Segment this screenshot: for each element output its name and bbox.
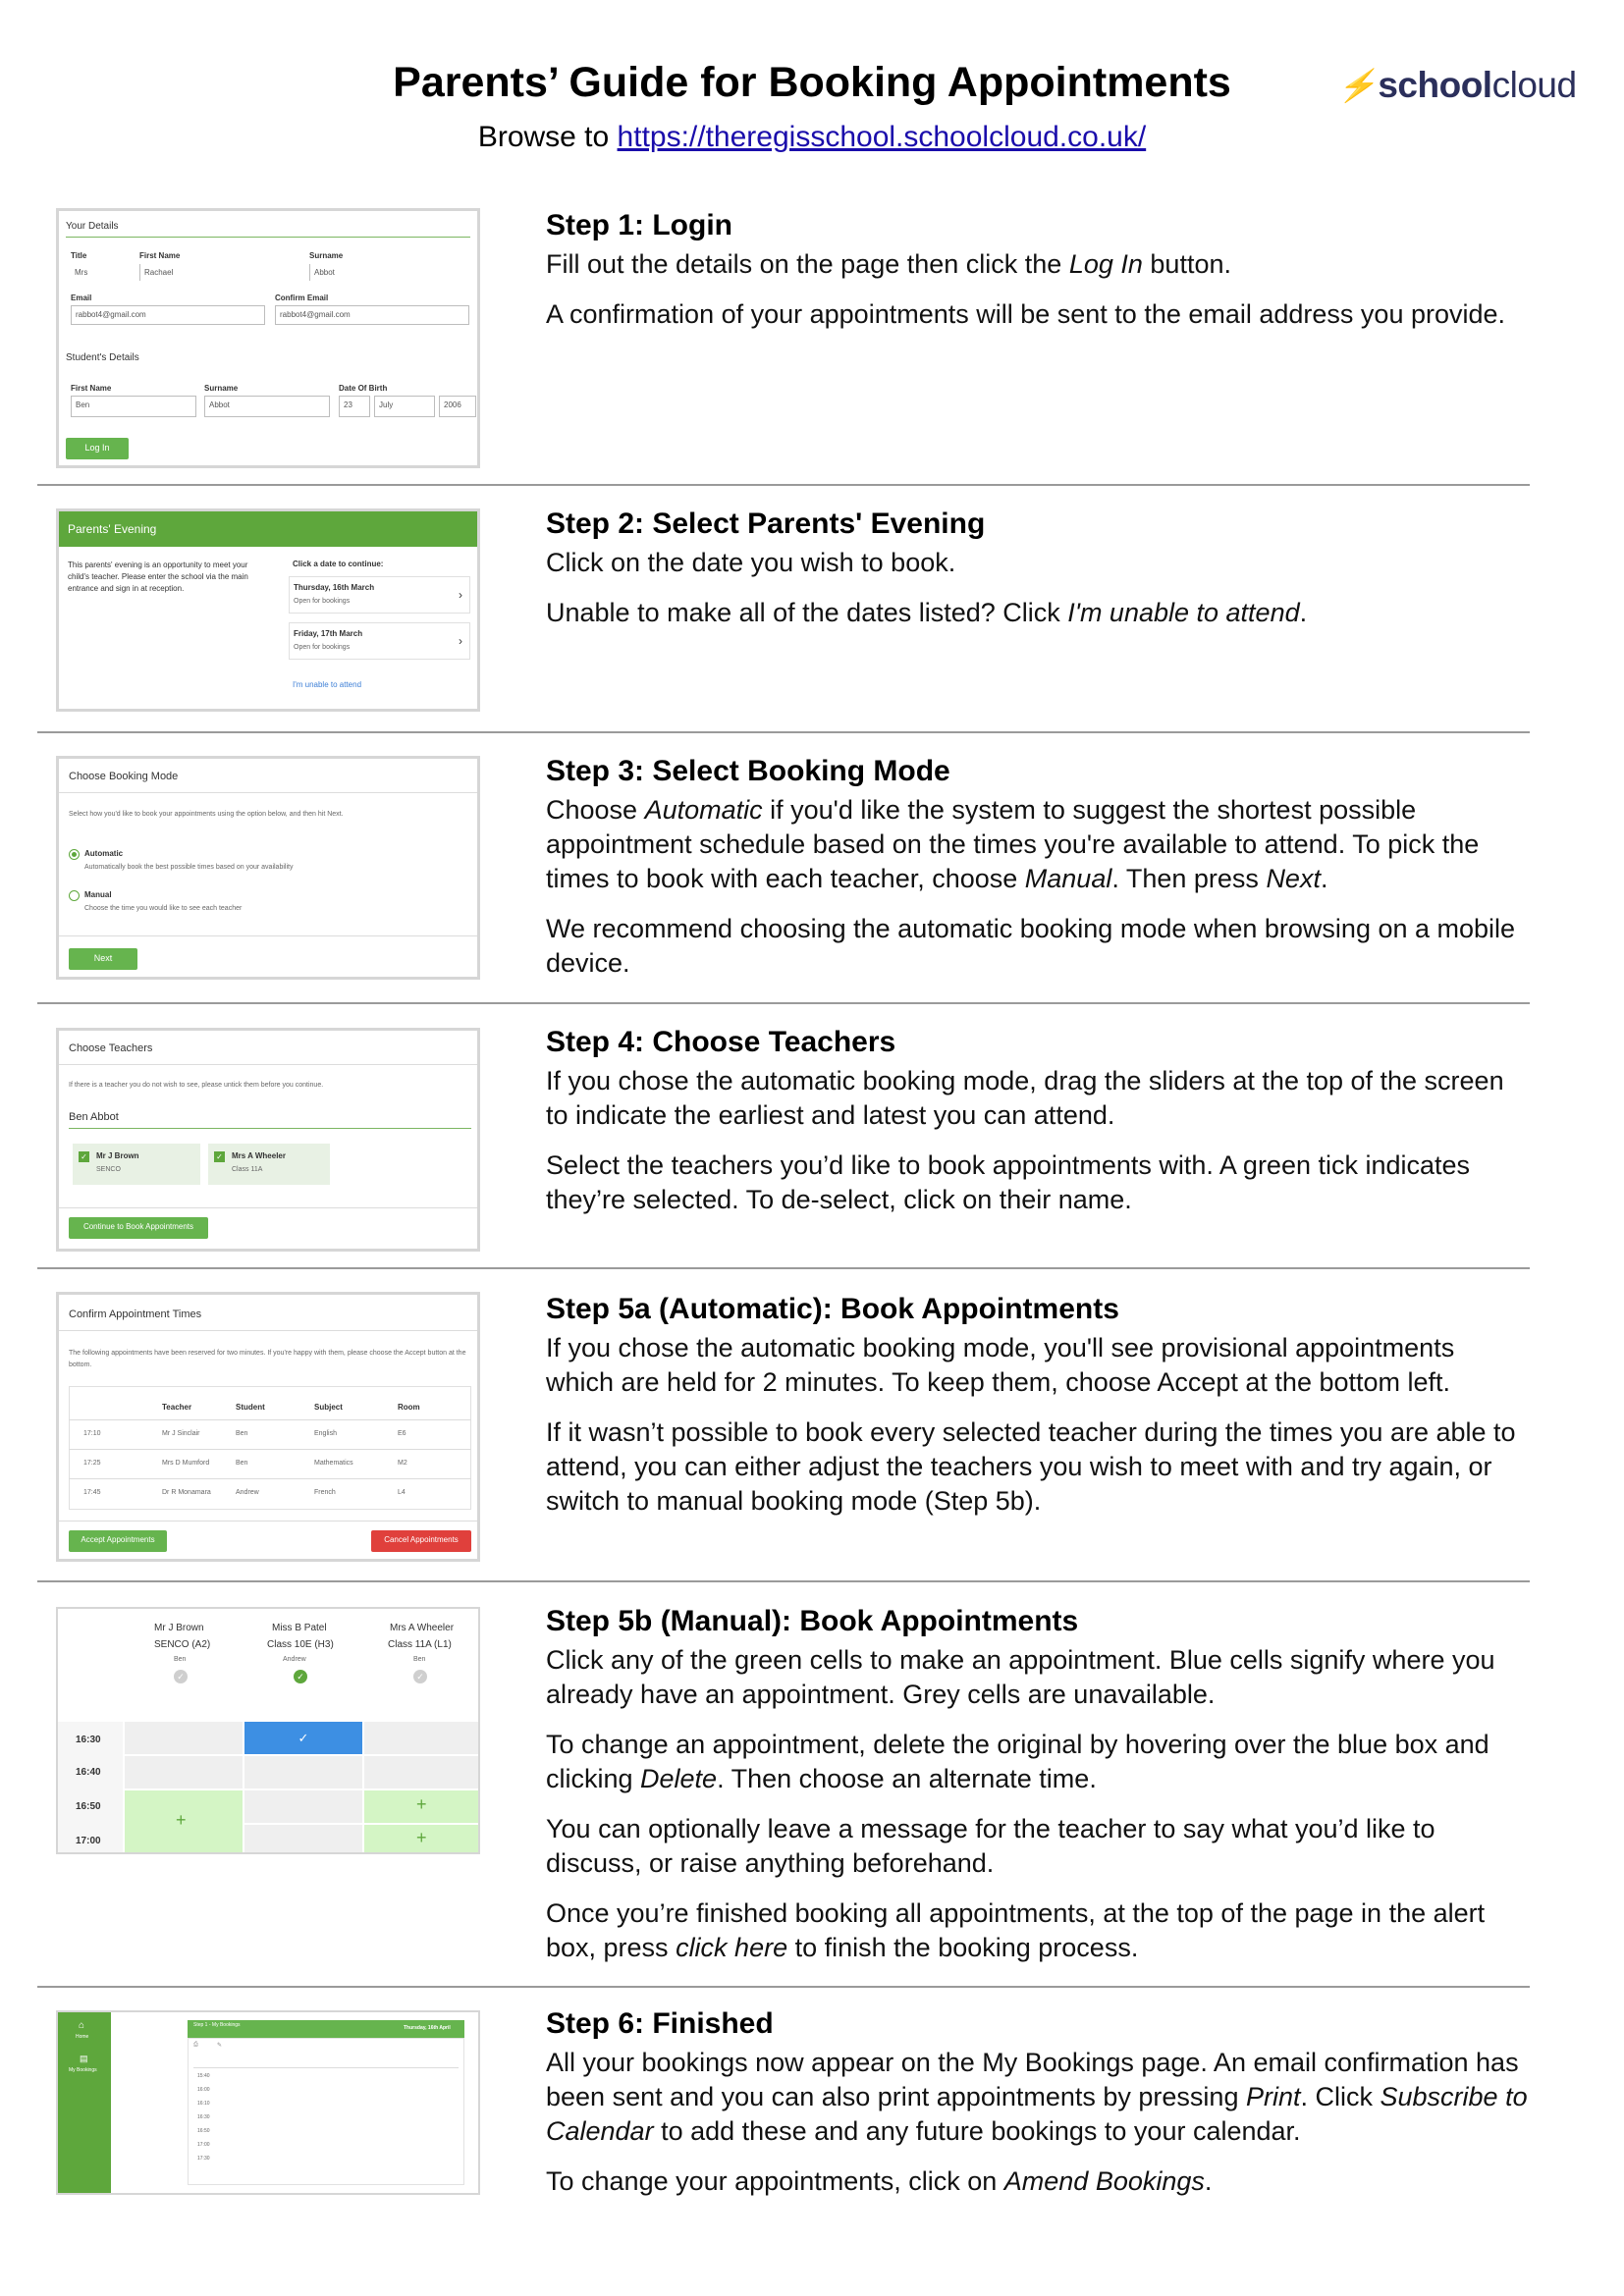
confirm-email-field[interactable]: rabbot4@gmail.com (275, 305, 469, 325)
col-subject: Subject (314, 1403, 343, 1412)
automatic-desc: Automatically book the best possible times based on your availability (84, 864, 294, 871)
step4-p1: If you chose the automatic booking mode, drag the sliders at the top of the screen to indicate the earliest and latest you can attend. (546, 1066, 1504, 1130)
check-circle-icon: ✓ (174, 1670, 188, 1683)
unavailable-cell (125, 1756, 243, 1789)
step2-title: Step 2: Select Parents' Evening (546, 507, 986, 540)
step3-text (546, 752, 1528, 996)
logo-cloud-text: cloud (1491, 65, 1577, 105)
step2-p1: Click on the date you wish to book. (546, 548, 956, 577)
teacher-class: Class 10E (H3) (267, 1639, 334, 1650)
teacher-name: Mr J Brown (154, 1623, 204, 1633)
student-surname-label: Surname (204, 384, 239, 393)
email-label: Email (71, 294, 92, 302)
choose-teachers-instruction: If there is a teacher you do not wish to see, please untick them before you continue. (69, 1082, 324, 1089)
browse-prefix: Browse to (477, 121, 618, 153)
student-surname-field[interactable]: Abbot (204, 396, 330, 417)
section-divider (37, 1580, 1530, 1582)
title-label: Title (71, 251, 87, 260)
dob-year-select[interactable]: 2006 (439, 396, 476, 417)
nav-home[interactable]: Home (76, 2034, 89, 2040)
section-divider (37, 1002, 1530, 1004)
student-name: Andrew (283, 1656, 306, 1663)
schoolcloud-logo (1337, 65, 1577, 106)
plus-icon: + (416, 1794, 427, 1814)
step6-p2 (546, 2164, 1528, 2199)
text: Fill out the details on the page then click the (546, 249, 1069, 279)
browse-line (0, 121, 1624, 154)
banner-title: Step 1 - My Bookings (193, 2022, 241, 2028)
logo-school-text: school (1378, 65, 1492, 105)
step6-title: Step 6: Finished (546, 2007, 774, 2040)
check-circle-icon: ✓ (294, 1670, 307, 1683)
emphasis: click here (676, 1933, 788, 1962)
step6-p1 (546, 2046, 1528, 2149)
booking-time: 17:00 (197, 2142, 210, 2148)
booking-time: 16:00 (197, 2087, 210, 2093)
text: Choose (546, 795, 645, 825)
emphasis: Automatic (644, 795, 763, 825)
text: . Then choose an alternate time. (717, 1764, 1097, 1793)
step2-screenshot (56, 508, 480, 712)
student-name: Ben (174, 1656, 187, 1663)
booking-time: 17:30 (197, 2156, 210, 2162)
step1-screenshot (56, 208, 480, 468)
text: to finish the booking process. (787, 1933, 1139, 1962)
table-cell: M2 (398, 1460, 407, 1467)
table-cell: L4 (398, 1489, 406, 1496)
emphasis: I'm unable to attend (1067, 598, 1300, 627)
section-divider (37, 731, 1530, 733)
bookings-panel (188, 2038, 464, 2185)
emphasis: Manual (1024, 864, 1112, 893)
table-cell: Mrs D Mumford (162, 1460, 210, 1467)
teacher-class: SENCO (A2) (154, 1639, 211, 1650)
dob-month-select[interactable]: July (374, 396, 435, 417)
unable-to-attend-link[interactable]: I'm unable to attend (293, 680, 362, 689)
time-label: 17:00 (76, 1836, 101, 1846)
print-icon[interactable]: ⎙ (193, 2042, 198, 2048)
emphasis: Log In (1068, 249, 1143, 279)
date-option-friday[interactable] (289, 622, 470, 660)
radio-selected-dot (72, 852, 77, 857)
step5b-text (546, 1602, 1528, 1981)
table-cell: 17:25 (83, 1460, 101, 1467)
step5a-p1: If you chose the automatic booking mode, you'll see provisional appointments which are held for 2 minutes. To keep them, choose Accept at the bottom left. (546, 1333, 1455, 1397)
table-cell: Mr J Sinclair (162, 1430, 200, 1437)
step3-title: Step 3: Select Booking Mode (546, 755, 950, 787)
table-cell: French (314, 1489, 336, 1496)
step6-screenshot (56, 2010, 480, 2195)
step3-screenshot (56, 756, 480, 980)
divider (69, 1128, 471, 1129)
date-status: Open for bookings (294, 644, 351, 651)
step5b-screenshot (56, 1607, 480, 1854)
step4-text (546, 1023, 1528, 1233)
first-name-label: First Name (139, 251, 181, 260)
teacher-name: Mrs A Wheeler (232, 1151, 286, 1160)
automatic-radio[interactable] (69, 849, 80, 860)
chevron-right-icon: › (459, 588, 462, 602)
teacher-class: Class 11A (L1) (388, 1639, 452, 1650)
parents-evening-title: Parents' Evening (68, 522, 157, 536)
manual-label: Manual (84, 890, 112, 899)
divider (69, 1478, 471, 1479)
unavailable-cell (125, 1722, 243, 1754)
table-cell: Andrew (236, 1489, 259, 1496)
text: . Click (1300, 2082, 1380, 2111)
text: to add these and any future bookings to your calendar. (653, 2116, 1301, 2146)
table-cell: Dr R Monamara (162, 1489, 211, 1496)
students-details-heading: Student's Details (66, 352, 139, 363)
step2-text (546, 505, 1528, 646)
surname-label: Surname (309, 251, 344, 260)
document-icon: ▤ (80, 2054, 88, 2063)
text: Once you’re finished booking all appointments, at the top of the page in the alert box, press (546, 1898, 1486, 1962)
step4-p2: Select the teachers you’d like to book appointments with. A green tick indicates they’re selected. To de-select, click on their name. (546, 1150, 1471, 1214)
divider (59, 1521, 480, 1522)
text: . (1299, 598, 1308, 627)
unavailable-cell (364, 1722, 480, 1754)
col-room: Room (398, 1403, 420, 1412)
time-label: 16:50 (76, 1801, 101, 1812)
step6-text (546, 2004, 1528, 2215)
text: . Then press (1111, 864, 1267, 893)
step2-p2 (546, 596, 1528, 630)
step4-screenshot (56, 1028, 480, 1252)
click-date-label: Click a date to continue: (293, 560, 384, 568)
available-cell[interactable] (125, 1790, 243, 1854)
emphasis: Delete (640, 1764, 718, 1793)
checkbox-checked-icon: ✓ (214, 1151, 225, 1162)
booking-mode-heading: Choose Booking Mode (69, 771, 179, 782)
section-divider (37, 1267, 1530, 1269)
step5b-p3: You can optionally leave a message for the teacher to say what you’d like to discuss, or raise anything beforehand. (546, 1814, 1435, 1878)
teacher-role: SENCO (96, 1166, 121, 1173)
table-cell: English (314, 1430, 337, 1437)
check-icon: ✓ (298, 1731, 309, 1745)
unavailable-cell (244, 1756, 362, 1789)
teacher-name: Mrs A Wheeler (390, 1623, 455, 1633)
text: . (1320, 864, 1328, 893)
booking-time: 15:40 (197, 2073, 210, 2079)
emphasis: Print (1245, 2082, 1301, 2111)
text: . (1204, 2166, 1213, 2196)
step1-p1 (546, 247, 1528, 282)
your-details-heading: Your Details (66, 221, 119, 232)
time-label: 16:30 (76, 1735, 101, 1745)
page-title: Parents’ Guide for Booking Appointments (393, 59, 1231, 106)
unavailable-cell (364, 1756, 480, 1789)
step1-p2: A confirmation of your appointments will be sent to the email address you provide. (546, 299, 1506, 329)
home-icon: ⌂ (79, 2020, 85, 2031)
date-status: Open for bookings (294, 598, 351, 605)
title-select[interactable]: Mrs (71, 264, 132, 281)
divider (59, 935, 480, 936)
continue-button[interactable]: Continue to Book Appointments (69, 1217, 208, 1239)
evening-description: This parents' evening is an opportunity to meet your child's teacher. Please enter the school via the main entrance and sign in at reception. (68, 561, 248, 593)
step5a-p2: If it wasn’t possible to book every selected teacher during the times you are able to attend, you can either adjust the teachers you wish to meet with and try again, or switch to manual booking mode (Step 5b). (546, 1417, 1516, 1516)
checkbox-checked-icon: ✓ (79, 1151, 89, 1162)
step5b-p2 (546, 1728, 1528, 1796)
step1-title: Step 1: Login (546, 209, 732, 241)
plus-icon: + (176, 1810, 187, 1830)
nav-my-bookings[interactable]: My Bookings (69, 2067, 97, 2073)
login-button[interactable]: Log In (66, 438, 129, 459)
time-label: 16:40 (76, 1767, 101, 1778)
text: To change your appointments, click on (546, 2166, 1004, 2196)
table-cell: E6 (398, 1430, 406, 1437)
dob-day-select[interactable]: 23 (339, 396, 370, 417)
date-label: Thursday, 16th March (294, 583, 375, 592)
divider (69, 1419, 471, 1420)
check-circle-icon: ✓ (413, 1670, 427, 1683)
text: Unable to make all of the dates listed? Click (546, 598, 1068, 627)
student-first-name-field[interactable]: Ben (71, 396, 196, 417)
edit-icon[interactable]: ✎ (217, 2043, 223, 2049)
unavailable-cell (244, 1825, 362, 1854)
teacher-role: Class 11A (232, 1166, 263, 1173)
next-button[interactable]: Next (69, 948, 137, 970)
chevron-right-icon: › (459, 634, 462, 648)
divider (59, 792, 480, 793)
manual-radio[interactable] (69, 890, 80, 901)
section-divider (37, 484, 1530, 486)
step5b-p1: Click any of the green cells to make an appointment. Blue cells signify where you already have an appointment. Grey cells are unavailable. (546, 1645, 1495, 1709)
col-student: Student (236, 1403, 265, 1412)
automatic-label: Automatic (84, 849, 124, 858)
student-name: Ben (413, 1656, 426, 1663)
available-cell[interactable] (364, 1790, 480, 1823)
booked-cell[interactable] (244, 1722, 362, 1754)
teacher-name: Mr J Brown (96, 1151, 139, 1160)
school-url-link[interactable]: https://theregisschool.schoolcloud.co.uk/ (617, 121, 1147, 153)
text: button. (1142, 249, 1231, 279)
plus-icon: + (416, 1828, 427, 1847)
step5a-text (546, 1290, 1528, 1534)
divider (69, 1449, 471, 1450)
student-name: Ben Abbot (69, 1111, 119, 1123)
confirm-times-instruction: The following appointments have been reserved for two minutes. If you're happy with them, please choose the Accept button at the bottom. (69, 1350, 466, 1368)
table-cell: Ben (236, 1460, 248, 1467)
confirm-times-heading: Confirm Appointment Times (69, 1308, 202, 1320)
divider (66, 237, 470, 238)
step3-p2: We recommend choosing the automatic booking mode when browsing on a mobile device. (546, 914, 1516, 978)
booking-mode-instruction: Select how you'd like to book your appointments using the option below, and then hit Next. (69, 811, 344, 818)
step3-p1 (546, 793, 1528, 896)
step5b-title: Step 5b (Manual): Book Appointments (546, 1605, 1079, 1637)
accept-appointments-button[interactable]: Accept Appointments (69, 1530, 167, 1552)
date-label: Friday, 17th March (294, 629, 363, 638)
step1-text (546, 206, 1528, 347)
booking-time: 16:50 (197, 2128, 210, 2134)
emphasis: Subscribe to Calendar (546, 2082, 1528, 2146)
booking-time: 16:10 (197, 2101, 210, 2107)
step5a-screenshot (56, 1292, 480, 1562)
available-cell[interactable] (364, 1825, 480, 1854)
text: To change an appointment, delete the original by hovering over the blue box and clicking (546, 1730, 1489, 1793)
divider (193, 2067, 459, 2068)
divider (59, 1330, 480, 1331)
first-name-field[interactable]: Rachael (139, 264, 297, 281)
surname-field[interactable]: Abbot (309, 264, 466, 281)
teacher-name: Miss B Patel (272, 1623, 327, 1633)
student-first-name-label: First Name (71, 384, 112, 393)
booking-time: 16:30 (197, 2114, 210, 2120)
emphasis: Next (1266, 864, 1321, 893)
teacher-card-brown[interactable] (73, 1144, 200, 1185)
table-cell: 17:10 (83, 1430, 101, 1437)
banner-date: Thursday, 16th April (404, 2025, 451, 2031)
step5b-p4 (546, 1896, 1528, 1965)
dob-label: Date Of Birth (339, 384, 388, 393)
email-field[interactable]: rabbot4@gmail.com (71, 305, 265, 325)
date-option-thursday[interactable] (289, 576, 470, 614)
divider (59, 1064, 480, 1065)
col-teacher: Teacher (162, 1403, 192, 1412)
divider (59, 1207, 480, 1208)
table-cell: Mathematics (314, 1460, 353, 1467)
text: if you'd like the system to suggest the shortest possible appointment schedule based on the times you're available to attend. To pick the times to book with each teacher, choose (546, 795, 1480, 893)
table-cell: 17:45 (83, 1489, 101, 1496)
choose-teachers-heading: Choose Teachers (69, 1042, 153, 1054)
teacher-card-wheeler[interactable] (208, 1144, 330, 1185)
cancel-appointments-button[interactable]: Cancel Appointments (371, 1530, 471, 1552)
text: All your bookings now appear on the My Bookings page. An email confirmation has been sent and you can also print appointments by pressing (546, 2048, 1519, 2111)
confirm-email-label: Confirm Email (275, 294, 329, 302)
emphasis: Amend Bookings (1003, 2166, 1205, 2196)
manual-desc: Choose the time you would like to see each teacher (84, 905, 243, 912)
logo-bolt-icon: ⚡ (1337, 68, 1377, 103)
step4-title: Step 4: Choose Teachers (546, 1026, 896, 1058)
section-divider (37, 1986, 1530, 1988)
table-cell: Ben (236, 1430, 248, 1437)
unavailable-cell (244, 1790, 362, 1823)
step5a-title: Step 5a (Automatic): Book Appointments (546, 1293, 1119, 1325)
